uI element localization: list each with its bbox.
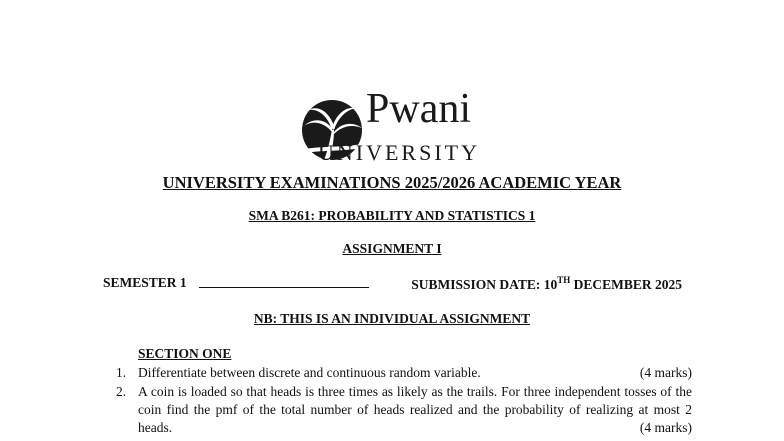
question-number: 2. <box>116 384 127 399</box>
logo-subtitle: UNIVERSITY <box>318 140 480 165</box>
submission-date-sup: TH <box>557 275 571 285</box>
course-title: SMA B261: PROBABILITY AND STATISTICS 1 <box>248 208 536 223</box>
question-text: A coin is loaded so that heads is three times as likely as the trails. For three independent tosses of the coin find the pmf of the total number of heads realized and the probability of realizing at most 2 heads. <box>138 384 692 435</box>
semester-row <box>103 275 682 293</box>
exam-title: UNIVERSITY EXAMINATIONS 2025/2026 ACADEMIC YEAR <box>162 173 622 192</box>
assignment-title: ASSIGNMENT I <box>342 241 442 256</box>
individual-note: NB: THIS IS AN INDIVIDUAL ASSIGNMENT <box>253 311 531 326</box>
submission-date <box>411 275 682 293</box>
submission-date-suffix: DECEMBER 2025 <box>570 277 682 292</box>
section-title: SECTION ONE <box>138 346 232 361</box>
question-marks: (4 marks) <box>639 365 692 380</box>
university-logo <box>294 86 490 170</box>
logo-name: Pwani <box>366 86 471 132</box>
submission-date-prefix: SUBMISSION DATE: 10 <box>411 277 558 292</box>
question-text: Differentiate between discrete and continuous random variable. <box>138 365 481 380</box>
underline-gap <box>199 287 369 288</box>
question-marks: (4 marks) <box>639 420 692 435</box>
question-number: 1. <box>116 365 127 380</box>
question-item <box>116 383 692 437</box>
semester-label: SEMESTER 1 <box>103 275 187 290</box>
